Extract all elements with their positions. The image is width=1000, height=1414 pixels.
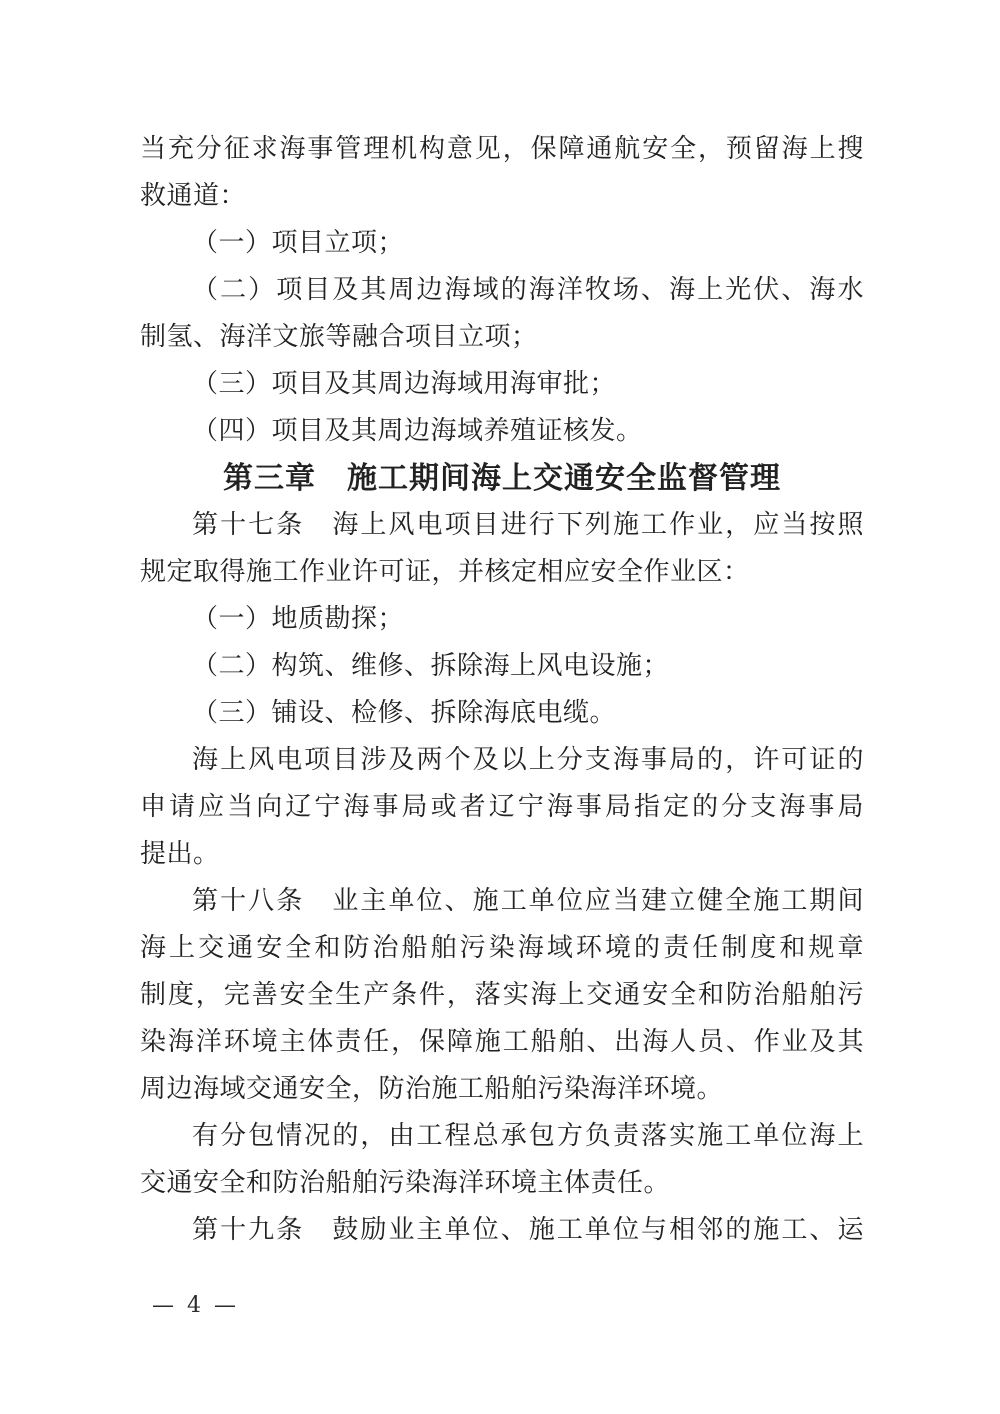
- paragraph-body: [140, 1207, 864, 1254]
- paragraph-body: [140, 502, 864, 596]
- paragraph-list-item: [140, 690, 864, 737]
- text-line: （一）地质勘探；: [192, 604, 405, 634]
- text-line: 规定取得施工作业许可证，并核定相应安全作业区：: [140, 557, 750, 587]
- paragraph-list-item: [140, 643, 864, 690]
- text-line: 周边海域交通安全，防治施工船舶污染海洋环境。: [140, 1074, 724, 1104]
- text-line: 第十七条 海上风电项目进行下列施工作业，应当按照: [192, 510, 864, 540]
- paragraph-continuation: [140, 126, 864, 220]
- document-body: [140, 126, 864, 1254]
- text-line: 提出。: [140, 839, 220, 869]
- paragraph-list-item: [140, 267, 864, 361]
- text-line: 救通道：: [140, 181, 247, 211]
- text-line: 制氢、海洋文旅等融合项目立项；: [140, 322, 538, 352]
- text-line: （二）项目及其周边海域的海洋牧场、海上光伏、海水: [192, 275, 864, 305]
- text-line: （三）项目及其周边海域用海审批；: [192, 369, 617, 399]
- page-number: — 4 —: [152, 1293, 239, 1318]
- text-line: 制度，完善安全生产条件，落实海上交通安全和防治船舶污: [140, 980, 864, 1010]
- paragraph-body: [140, 1113, 864, 1207]
- text-line: 交通安全和防治船舶污染海洋环境主体责任。: [140, 1168, 671, 1198]
- paragraph-body: [140, 878, 864, 1113]
- text-line: 染海洋环境主体责任，保障施工船舶、出海人员、作业及其: [140, 1027, 864, 1057]
- paragraph-list-item: [140, 596, 864, 643]
- text-line: 当充分征求海事管理机构意见，保障通航安全，预留海上搜: [140, 134, 864, 164]
- paragraph-list-item: [140, 220, 864, 267]
- text-line: （二）构筑、维修、拆除海上风电设施；: [192, 651, 670, 681]
- paragraph-list-item: [140, 361, 864, 408]
- chapter-heading: [140, 455, 864, 502]
- text-line: （三）铺设、检修、拆除海底电缆。: [192, 698, 617, 728]
- text-line: （一）项目立项；: [192, 228, 405, 258]
- text-line: （四）项目及其周边海域养殖证核发。: [192, 416, 643, 446]
- text-line: 海上交通安全和防治船舶污染海域环境的责任制度和规章: [140, 933, 864, 963]
- text-line: 第十九条 鼓励业主单位、施工单位与相邻的施工、运: [192, 1215, 864, 1245]
- text-line: 第三章 施工期间海上交通安全监督管理: [223, 462, 781, 495]
- text-line: 第十八条 业主单位、施工单位应当建立健全施工期间: [192, 886, 864, 916]
- paragraph-body: [140, 737, 864, 878]
- paragraph-list-item: [140, 408, 864, 455]
- text-line: 海上风电项目涉及两个及以上分支海事局的，许可证的: [192, 745, 864, 775]
- text-line: 有分包情况的，由工程总承包方负责落实施工单位海上: [192, 1121, 864, 1151]
- text-line: 申请应当向辽宁海事局或者辽宁海事局指定的分支海事局: [140, 792, 864, 822]
